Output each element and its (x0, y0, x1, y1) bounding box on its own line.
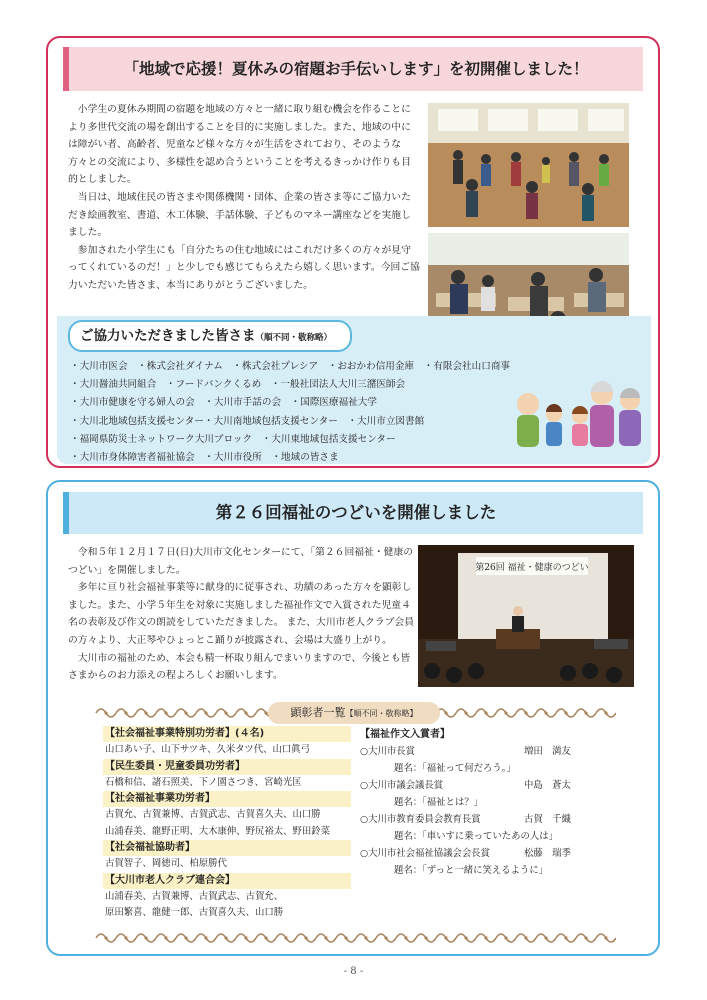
ornament-dot (344, 936, 347, 939)
ornament-dot (524, 936, 527, 939)
paragraph: 小学生の夏休み期間の宿題を地域の方々と一緒に取り組む機会を作ることにより多世代交流の場を創出することを目的に実施しました。また、地域の中には障がい者、高齢者、児童など様々な方々が生活をされており、そのような方々との交流により、多様性を認め合うということを考えるきっかけ作りも目的としました。 (68, 104, 411, 186)
essay-topic: 題名：「ずっと一緒に笑えるように」 (394, 865, 549, 876)
group-heading: 【社会福祉協助者】 (103, 840, 351, 856)
group-names: 山浦春美、古賀兼博、古賀武志、古賀允、 (105, 890, 284, 902)
ornament-dot (504, 711, 507, 714)
paragraph: 多年に亘り社会福祉事業等に献身的に従事され、功績のあった方々を顕彰しました。また、小学５年生を対象に実施しました福祉作文で入賞された児童４名の表彰及び作文の朗読をしていただきました。 また、大川市老人クラブ会員の方々より、大正琴やひょっとこ踊りが披露され、会場は大盛り上がり。 (68, 582, 415, 646)
ornament-dot (224, 936, 227, 939)
ornament-dot (204, 711, 207, 714)
ornament-dot (284, 936, 287, 939)
group-names: 古賀智子、岡徳司、柏原勝代 (105, 858, 227, 870)
cooperators-list (70, 358, 540, 467)
cooperators-row: ・大川市健康を守る婦人の会 ・大川市手話の会 ・国際医療福祉大学 (70, 397, 377, 409)
paragraph: 参加された小学生にも「自分たちの住む地域にはこれだけ多くの方々が見守ってくれているのだ！」と少しでも感じてもらえたら嬉しく思います。今回ご協力いただいた皆さま、本当にありがとうございました。 (68, 244, 420, 291)
section-title: 「地域で応援！夏休みの宿題お手伝いします」を初開催しました！ (63, 47, 643, 91)
ornament-dot (164, 711, 167, 714)
ornament-dot (244, 711, 247, 714)
honorees-list (103, 726, 351, 922)
ornament-dot (304, 936, 307, 939)
award-name: ○大川市議会議長賞 (360, 780, 444, 791)
ornament-dot (564, 711, 567, 714)
group-names: 原田繁喜、龍健一郎、古賀喜久夫、山口勝 (105, 907, 284, 919)
paragraph: 当日は、地域住民の皆さまや関係機関・団体、企業の皆さま等にご協力いただき絵画教室、書道、木工体験、手話体験、子どものマネー講座などを実施しました。 (68, 191, 411, 239)
honorees-heading (268, 702, 440, 724)
group-names: 石橋和信、諸石照美、下ノ園さつき、宮崎光匡 (105, 776, 302, 788)
ornament-dot (564, 936, 567, 939)
cooperators-heading (68, 320, 352, 352)
section-title: 第２６回福祉のつどいを開催しました (63, 492, 643, 534)
ornament-dot (544, 936, 547, 939)
cooperators-title: ご協力いただきました皆さま (80, 328, 256, 344)
award-name: ○大川市長賞 (360, 746, 416, 757)
ornament-dot (124, 711, 127, 714)
cooperators-row: ・福岡県防災士ネットワーク大川ブロック ・大川東地域包括支援センター (70, 433, 396, 445)
paragraph: 令和５年１２月１７日(日)大川市文化センターにて、「第２６回福祉・健康のつどい」を開催しました。 (68, 547, 414, 576)
family-illustration (514, 372, 642, 458)
decorative-border-bottom (92, 930, 616, 946)
ornament-dot (404, 936, 407, 939)
ornament-dot (184, 711, 187, 714)
award-winner: 中島 蒼太 (524, 780, 571, 791)
ornament-dot (464, 936, 467, 939)
award-row (360, 743, 618, 760)
ornament-dot (264, 936, 267, 939)
ornament-dot (444, 711, 447, 714)
ornament-dot (124, 936, 127, 939)
ornament-dot (184, 936, 187, 939)
ornament-dot (484, 936, 487, 939)
stage-banner-text: 第26回 福祉・健康のつどい (475, 563, 589, 573)
ornament-dot (604, 711, 607, 714)
award-name: ○大川市社会福祉協議会会長賞 (360, 848, 491, 859)
ornament-dot (424, 936, 427, 939)
ornament-dot (604, 936, 607, 939)
cooperators-row: ・大川醤油共同組合 ・フードバンクくるめ ・一般社団法人大川三潴医師会 (70, 379, 406, 391)
page-number: - 8 - (343, 966, 364, 977)
paragraph: 大川市の福祉のため、本会も精一杯取り組んでまいりますので、今後とも皆さまからのお力添えの程よろしくお願いします。 (68, 652, 411, 682)
ornament-dot (484, 711, 487, 714)
group-names: 古賀允、古賀兼博、古賀武志、古賀喜久夫、山口勝 (105, 809, 321, 821)
honorees-title: 顕彰者一覧 (290, 706, 346, 719)
ornament-dot (104, 936, 107, 939)
ornament-dot (584, 711, 587, 714)
ornament-dot (224, 711, 227, 714)
group-heading: 【大川市老人クラブ連合会】 (103, 873, 351, 889)
essay-topic: 題名：「福祉とは？」 (394, 797, 484, 808)
ornament-dot (324, 936, 327, 939)
ornament-dot (544, 711, 547, 714)
gym-event-photo (428, 103, 629, 227)
honorees-note: 【順不同・敬称略】 (345, 709, 418, 718)
cooperators-row: ・大川北地域包括支援センター・大川南地域包括支援センター ・大川市立図書館 (70, 415, 425, 427)
essay-heading: 【福祉作文入賞者】 (360, 729, 450, 740)
ornament-dot (244, 936, 247, 939)
cooperators-row: ・大川市医会 ・株式会社ダイナム ・株式会社プレシア ・おおかわ信用金庫 ・有限会社山口商事 (70, 361, 511, 372)
essay-topic: 題名：「福祉って何だろう。」 (394, 763, 516, 774)
award-row (360, 811, 618, 828)
ornament-dot (364, 936, 367, 939)
award-winner: 古賀 千織 (524, 814, 571, 825)
group-heading: 【社会福祉事業特別功労者】(４名) (103, 726, 351, 742)
ornament-dot (204, 936, 207, 939)
ornament-dot (384, 936, 387, 939)
group-names: 山浦春美、龍野正明、大木康伸、野尻裕太、野田鈴菜 (105, 825, 331, 837)
award-winner: 増田 満友 (524, 746, 571, 757)
award-row (360, 845, 618, 862)
ornament-dot (464, 711, 467, 714)
ornament-dot (104, 711, 107, 714)
ornament-dot (444, 936, 447, 939)
group-names: 山口あい子、山下サツキ、久米タツ代、山口眞弓 (105, 744, 311, 756)
essay-topic: 題名：「車いすに乗っていたあの人は」 (394, 831, 559, 842)
article-body (68, 101, 420, 295)
ornament-dot (524, 711, 527, 714)
group-heading: 【民生委員・児童委員功労者】 (103, 759, 351, 775)
group-heading: 【社会福祉事業功労者】 (103, 791, 351, 807)
award-winner: 松藤 瑞季 (524, 848, 571, 859)
ornament-dot (144, 936, 147, 939)
ornament-dot (584, 936, 587, 939)
award-name: ○大川市教育委員会教育長賞 (360, 814, 481, 825)
essay-winners (360, 726, 618, 879)
article-body (68, 544, 418, 685)
ornament-dot (164, 936, 167, 939)
award-row (360, 777, 618, 794)
cooperators-row: ・大川市身体障害者福祉協会 ・大川市役所 ・地域の皆さま (70, 452, 339, 464)
ceremony-photo (418, 545, 634, 687)
ornament-dot (504, 936, 507, 939)
ornament-dot (144, 711, 147, 714)
cooperators-note: （順不同・敬称略） (255, 333, 333, 343)
